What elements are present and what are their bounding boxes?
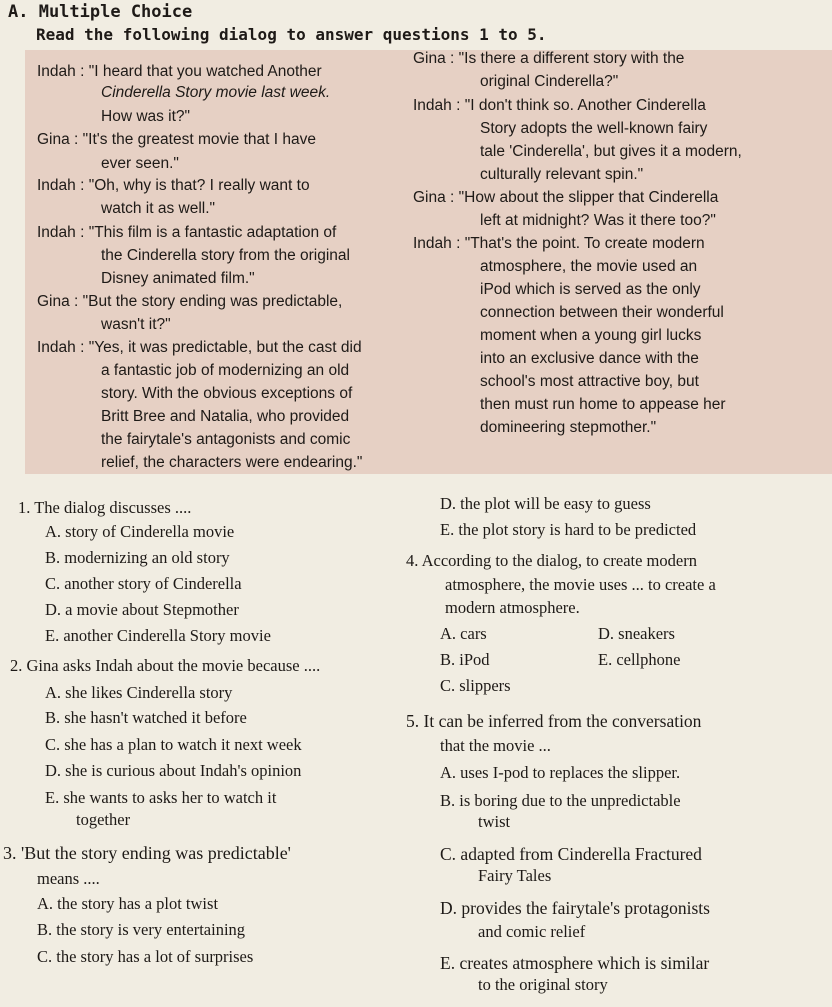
option: E. creates atmosphere which is similar [440,953,710,973]
dialog-line: then must run home to appease her [480,396,726,413]
option: D. a movie about Stepmother [45,600,239,619]
option: A. story of Cinderella movie [45,522,235,541]
dialog-line: ever seen." [101,155,179,172]
option: E. the plot story is hard to be predicted [440,520,697,539]
dialog-line: the Cinderella story from the original [101,247,350,264]
dialog-line: Indah : "I heard that you watched Another [37,63,322,80]
dialog-line: Indah : "Yes, it was predictable, but the cast did [37,339,362,356]
option: C. adapted from Cinderella Fractured [440,844,702,864]
dialog-line: the fairytale's antagonists and comic [101,431,351,448]
dialog-line: Gina : "Is there a different story with the [413,50,685,67]
option: D. provides the fairytale's protagonists [440,898,710,918]
instruction: Read the following dialog to answer questions 1 to 5. [36,25,547,44]
dialog-line: iPod which is served as the only [480,281,701,298]
dialog-line: tale 'Cinderella', but gives it a modern, [480,143,742,160]
option: C. she has a plan to watch it next week [45,735,302,754]
option: B. the story is very entertaining [37,920,246,939]
dialog-line: a fantastic job of modernizing an old [101,362,350,379]
section-title: A. Multiple Choice [8,2,193,22]
option-continuation: and comic relief [478,922,586,941]
question-continuation: means .... [37,869,100,888]
option-continuation: twist [478,812,511,831]
option: C. slippers [440,676,511,695]
dialog-line: Indah : "Oh, why is that? I really want to [37,177,310,194]
option: A. uses I-pod to replaces the slipper. [440,763,681,782]
option-continuation: Fairy Tales [478,866,552,885]
option-continuation: to the original story [478,975,608,994]
dialog-line: culturally relevant spin." [480,166,644,183]
option: D. the plot will be easy to guess [440,494,651,513]
dialog-line: story. With the obvious exceptions of [101,385,353,402]
dialog-line: atmosphere, the movie used an [480,258,698,275]
dialog-line: moment when a young girl lucks [480,327,702,344]
option: C. another story of Cinderella [45,574,242,593]
dialog-line: into an exclusive dance with the [480,350,699,367]
option-continuation: together [76,810,131,829]
dialog-line: wasn't it?" [101,316,171,333]
dialog-line: domineering stepmother." [480,419,657,436]
option: E. another Cinderella Story movie [45,626,271,645]
option: A. cars [440,624,487,643]
dialog-line: How was it?" [101,108,191,125]
question-5: 5. It can be inferred from the conversation [406,711,702,731]
question-2: 2. Gina asks Indah about the movie because .... [10,656,321,675]
dialog-line: Story adopts the well-known fairy [480,120,708,137]
option: D. she is curious about Indah's opinion [45,761,302,780]
dialog-line: Britt Bree and Natalia, who provided [101,408,350,425]
dialog-line: connection between their wonderful [480,304,724,321]
option: B. she hasn't watched it before [45,708,247,727]
dialog-line: Gina : "But the story ending was predictable, [37,293,343,310]
dialog-line: left at midnight? Was it there too?" [480,212,716,229]
dialog-line: Gina : "How about the slipper that Cinderella [413,189,719,206]
dialog-line: relief, the characters were endearing." [101,454,363,471]
option: A. the story has a plot twist [37,894,219,913]
option: B. iPod [440,650,490,669]
option: B. is boring due to the unpredictable [440,791,681,810]
dialog-line: watch it as well." [101,200,216,217]
question-continuation: that the movie ... [440,736,551,755]
dialog-line: Gina : "It's the greatest movie that I have [37,131,316,148]
dialog-line: Disney animated film." [101,270,255,287]
option: D. sneakers [598,624,675,643]
dialog-line: Indah : "I don't think so. Another Cinderella [413,97,706,114]
option: B. modernizing an old story [45,548,230,567]
question-continuation: modern atmosphere. [445,598,580,617]
dialog-line: Indah : "This film is a fantastic adaptation of [37,224,337,241]
question-4: 4. According to the dialog, to create modern [406,551,697,570]
dialog-line: original Cinderella?" [480,73,619,90]
dialog-line: school's most attractive boy, but [480,373,699,390]
question-3: 3. 'But the story ending was predictable' [3,843,291,863]
option: E. she wants to asks her to watch it [45,788,277,807]
question-1: 1. The dialog discusses .... [18,498,192,517]
option: A. she likes Cinderella story [45,683,233,702]
option: E. cellphone [598,650,681,669]
dialog-line: Indah : "That's the point. To create modern [413,235,705,252]
dialog-line: Cinderella Story movie last week. [101,84,331,101]
question-continuation: atmosphere, the movie uses ... to create a [445,575,716,594]
option: C. the story has a lot of surprises [37,947,254,966]
